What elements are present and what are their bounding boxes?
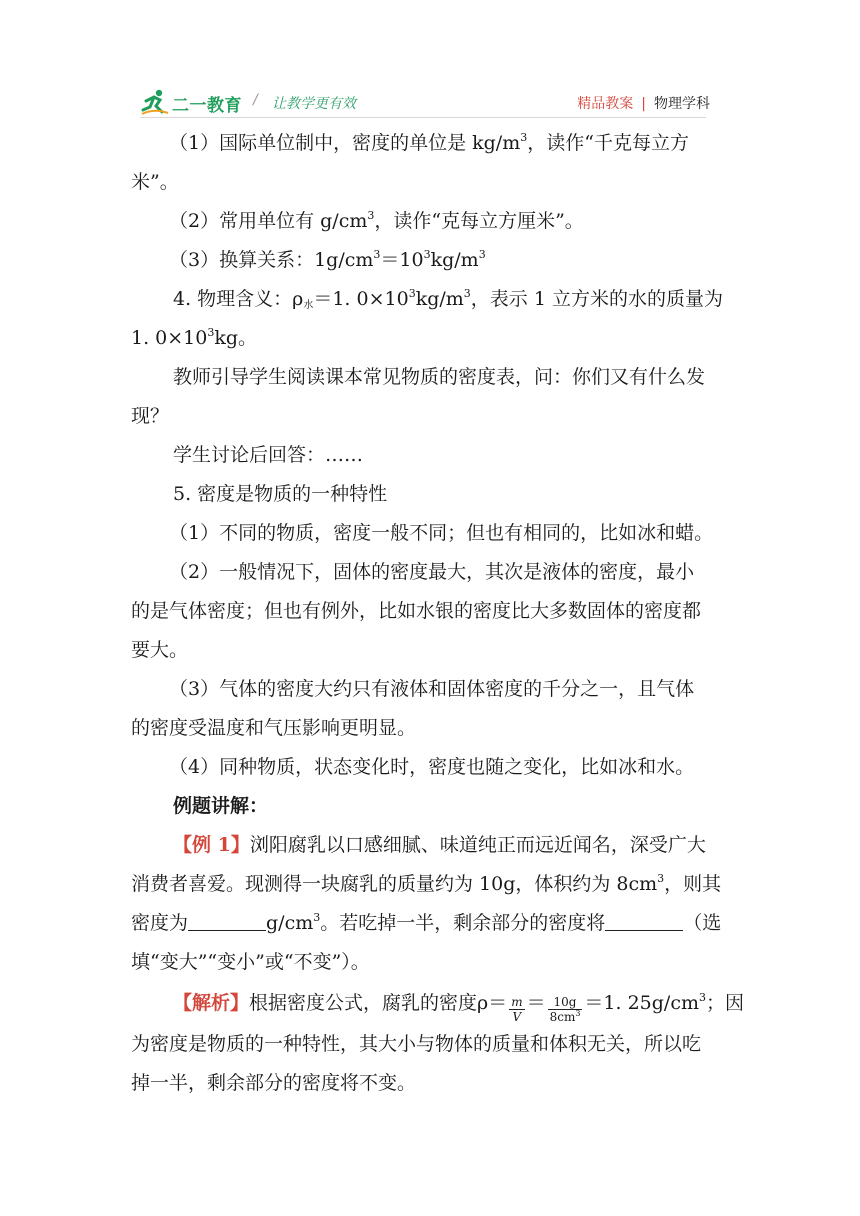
text: 掉一半，剩余部分的密度将不变。	[131, 1072, 417, 1094]
paragraph-line	[131, 284, 735, 323]
subscript: 水	[303, 300, 314, 311]
superscript: 3	[408, 287, 416, 300]
example-line	[131, 947, 735, 988]
superscript: 3	[367, 209, 375, 222]
document-body	[131, 128, 745, 1107]
fraction-numerator: 10g	[548, 995, 583, 1010]
text: ，则其	[664, 873, 722, 895]
fraction-denominator	[548, 1010, 583, 1024]
analysis-line	[131, 1029, 735, 1068]
text: 米”。	[131, 171, 179, 193]
superscript: 3	[699, 991, 706, 1004]
analysis-tag: 【解析】	[173, 992, 250, 1014]
text: 教师引导学生阅读课本常见物质的密度表，问：你们又有什么发	[173, 366, 706, 388]
text: 的密度受温度和气压影响更明显。	[131, 717, 417, 739]
superscript: 3	[463, 287, 471, 300]
superscript: 3	[313, 911, 321, 924]
paragraph-line	[131, 206, 735, 245]
paragraph-line	[131, 245, 735, 284]
paragraph-line	[131, 596, 735, 635]
text: 8cm	[549, 1010, 576, 1024]
superscript: 3	[478, 248, 486, 261]
text: ＝1. 0×10	[313, 288, 409, 310]
superscript: 3	[207, 326, 215, 339]
paragraph-line	[131, 323, 735, 362]
text: 。若吃掉一半，剩余部分的密度将	[320, 912, 606, 934]
fraction-numerator: m	[511, 995, 523, 1009]
analysis-line	[131, 1068, 735, 1107]
text: ，表示 1 立方米的水的质量为	[470, 288, 723, 310]
text: ，读作“克每立方厘米”。	[374, 210, 584, 232]
page-header	[140, 88, 710, 118]
text: ＝1. 25g/cm	[584, 992, 699, 1014]
text: 消费者喜爱。现测得一块腐乳的质量约为 10g，体积约为 8cm	[131, 873, 658, 895]
paragraph-line	[131, 167, 735, 206]
example-line	[131, 869, 735, 908]
paragraph-line	[131, 752, 735, 791]
runner-logo-icon	[140, 88, 170, 116]
paragraph-line	[131, 440, 735, 479]
text: （4）同种物质，状态变化时，密度也随之变化，比如冰和水。	[169, 756, 695, 778]
text: 为密度是物质的一种特性，其大小与物体的质量和体积无关，所以吃	[131, 1033, 702, 1055]
text: ，读作“千克每立方	[527, 132, 689, 154]
text: 学生讨论后回答：……	[173, 444, 364, 466]
paragraph-line	[131, 635, 735, 674]
superscript: 3	[657, 872, 665, 885]
text: （2）常用单位有 g/cm	[169, 210, 368, 232]
superscript: 3	[520, 131, 528, 144]
header-subject: 物理学科	[654, 96, 710, 112]
text: ＝	[526, 992, 546, 1014]
text: 要大。	[131, 639, 189, 661]
text: 根据密度公式，腐乳的密度ρ＝	[249, 992, 508, 1014]
text: 1. 0×10	[131, 327, 208, 349]
header-separator: |	[641, 96, 646, 112]
superscript: 3	[575, 1009, 581, 1018]
paragraph-line	[131, 674, 735, 713]
text: （2）一般情况下，固体的密度最大，其次是液体的密度，最小	[169, 561, 695, 583]
header-right	[577, 93, 710, 113]
text: kg/m	[415, 288, 464, 310]
superscript: 3	[373, 248, 381, 261]
text: 5. 密度是物质的一种特性	[173, 483, 388, 505]
text: ；因	[706, 992, 745, 1014]
example-tag: 【例 1】	[173, 834, 250, 856]
brand-slogan: 让教学更有效	[272, 96, 356, 112]
example-line	[131, 908, 735, 947]
text: （3）气体的密度大约只有液体和固体密度的千分之一，且气体	[169, 678, 695, 700]
text: （选	[683, 912, 722, 934]
answer-blank	[605, 912, 683, 931]
text: （1）国际单位制中，密度的单位是 kg/m	[169, 132, 521, 154]
section-heading	[131, 791, 735, 830]
header-rule	[140, 117, 706, 118]
paragraph-line	[131, 362, 735, 401]
header-divider: /	[253, 92, 258, 108]
text: 浏阳腐乳以口感细腻、味道纯正而远近闻名，深受广大	[249, 834, 706, 856]
fraction-denominator: V	[512, 1010, 522, 1024]
header-category: 精品教案	[577, 96, 634, 112]
text: （3）换算关系：1g/cm	[169, 249, 374, 271]
paragraph-line	[131, 557, 735, 596]
text: 现？	[131, 405, 170, 427]
text: kg/m	[430, 249, 479, 271]
text: g/cm	[266, 912, 314, 934]
text: 4. 物理含义：ρ	[173, 288, 304, 310]
paragraph-line	[131, 713, 735, 752]
text: 的是气体密度；但也有例外，比如水银的密度比大多数固体的密度都	[131, 600, 702, 622]
answer-blank	[188, 912, 266, 931]
example-line	[131, 830, 735, 869]
text: 例题讲解：	[173, 795, 269, 817]
paragraph-line	[131, 401, 735, 440]
paragraph-line	[131, 128, 735, 167]
paragraph-line	[131, 518, 735, 557]
text: （1）不同的物质，密度一般不同；但也有相同的，比如冰和蜡。	[169, 522, 714, 544]
paragraph-line	[131, 479, 735, 518]
brand-name: 二一教育	[172, 96, 242, 116]
fraction-m-over-v	[509, 995, 524, 1024]
text: kg。	[214, 327, 258, 349]
text: 密度为	[131, 912, 189, 934]
text: 填“变大”“变小”或“不变”）。	[131, 951, 370, 973]
text: ＝10	[380, 249, 424, 271]
superscript: 3	[423, 248, 431, 261]
analysis-line	[131, 988, 745, 1029]
fraction-values	[548, 995, 583, 1024]
